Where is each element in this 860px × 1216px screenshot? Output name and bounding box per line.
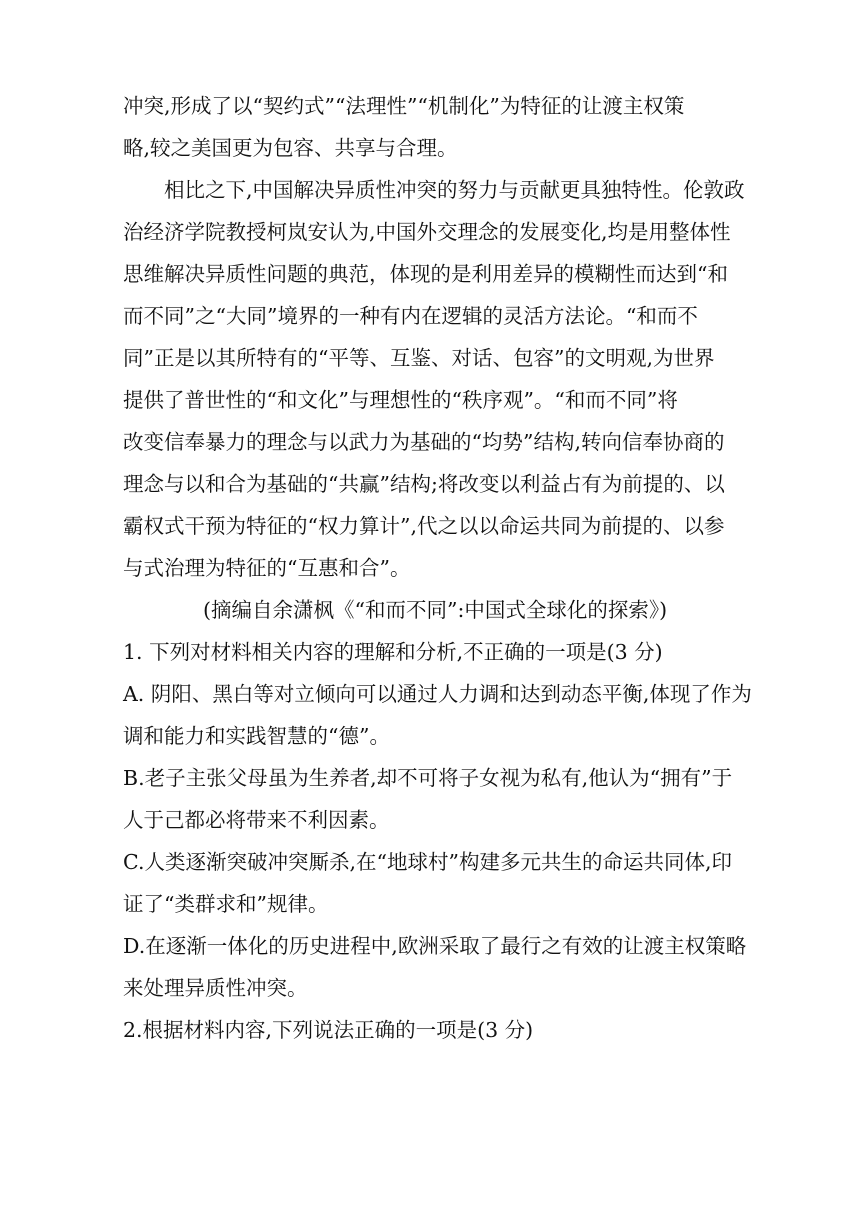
paragraph-1 xyxy=(123,85,743,169)
source-citation: (摘编自余潇枫《“和而不同”:中国式全球化的探索》) xyxy=(203,598,668,622)
question-stem: 2.根据材料内容,下列说法正确的一项是(3 分) xyxy=(123,1018,534,1042)
text-line: 提供了普世性的“和文化”与理想性的“秩序观”。“和而不同”将 xyxy=(123,388,678,412)
option-text: C.人类逐渐突破冲突厮杀,在“地球村”构建多元共生的命运共同体,印 xyxy=(123,850,732,874)
text-line: 略,较之美国更为包容、共享与合理。 xyxy=(123,136,458,160)
option-text: 人于己都必将带来不利因素。 xyxy=(123,808,390,832)
option-text: 证了“类群求和”规律。 xyxy=(123,892,329,916)
text-line: 冲突,形成了以“契约式”“法理性”“机制化”为特征的让渡主权策 xyxy=(123,94,685,118)
text-line: 治经济学院教授柯岚安认为,中国外交理念的发展变化,均是用整体性 xyxy=(123,220,731,244)
document-page xyxy=(123,85,752,1051)
option-b[interactable] xyxy=(123,757,743,841)
text-line: 霸权式干预为特征的“权力算计”,代之以以命运共同为前提的、以参 xyxy=(123,514,725,538)
text-line: 理念与以和合为基础的“共赢”结构;将改变以利益占有为前提的、以 xyxy=(123,472,725,496)
option-text: B.老子主张父母虽为生养者,却不可将子女视为私有,他认为“拥有”于 xyxy=(123,766,733,790)
option-d[interactable] xyxy=(123,925,747,1009)
text-line: 相比之下,中国解决异质性冲突的努力与贡献更具独特性。伦敦政 xyxy=(164,178,745,202)
text-line: 而不同”之“大同”境界的一种有内在逻辑的灵活方法论。“和而不 xyxy=(123,304,698,328)
option-c[interactable] xyxy=(123,841,743,925)
question-2 xyxy=(123,1009,743,1051)
option-a[interactable] xyxy=(123,673,752,757)
option-text: D.在逐渐一体化的历史进程中,欧洲采取了最行之有效的让渡主权策略 xyxy=(123,934,747,958)
option-text: 来处理异质性冲突。 xyxy=(123,976,308,1000)
paragraph-2 xyxy=(123,169,743,589)
option-text: 调和能力和实践智慧的“德”。 xyxy=(123,724,390,748)
text-line: 改变信奉暴力的理念与以武力为基础的“均势”结构,转向信奉协商的 xyxy=(123,430,725,454)
text-line: 思维解决异质性问题的典范，体现的是利用差异的模糊性而达到“和 xyxy=(123,262,728,286)
text-line: 同”正是以其所特有的“平等、互鉴、对话、包容”的文明观,为世界 xyxy=(123,346,715,370)
question-stem: 1. 下列对材料相关内容的理解和分析,不正确的一项是(3 分) xyxy=(123,640,663,664)
option-text: A. 阴阳、黑白等对立倾向可以通过人力调和达到动态平衡,体现了作为 xyxy=(123,682,752,706)
text-line: 与式治理为特征的“互惠和合”。 xyxy=(123,556,411,580)
question-1 xyxy=(123,631,752,1009)
